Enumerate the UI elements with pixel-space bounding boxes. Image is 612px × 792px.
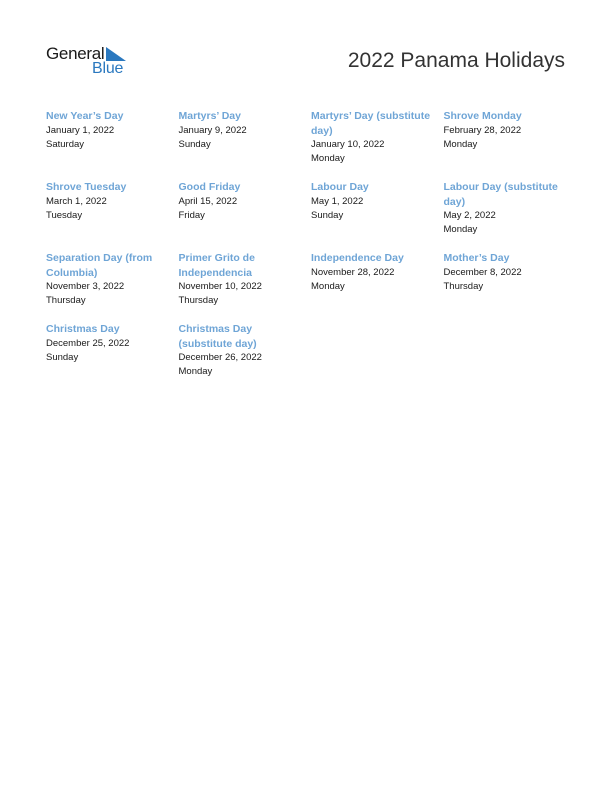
holiday-date: January 10, 2022 <box>311 139 385 150</box>
holiday-item <box>311 180 444 237</box>
holiday-weekday: Saturday <box>46 138 85 150</box>
holiday-date: April 15, 2022 <box>178 195 238 207</box>
holiday-weekday: Monday <box>311 280 345 292</box>
holiday-name: Mother’s Day <box>443 252 510 264</box>
page-title: 2022 Panama Holidays <box>347 49 565 72</box>
holiday-name: Independence Day <box>311 252 404 264</box>
holiday-item <box>444 109 577 166</box>
holiday-item <box>179 180 312 237</box>
holiday-date: November 28, 2022 <box>311 266 395 278</box>
holiday-row <box>46 109 576 166</box>
holiday-item <box>179 322 312 379</box>
holiday-name: New Year’s Day <box>46 110 124 122</box>
brand-logo <box>46 44 136 80</box>
holiday-item <box>311 251 444 308</box>
holiday-weekday: Tuesday <box>46 209 83 221</box>
holiday-item <box>444 180 577 237</box>
holiday-name: Martyrs’ Day <box>178 110 241 122</box>
holiday-item <box>46 322 179 379</box>
brand-line1: General <box>46 44 105 63</box>
holiday-date: May 1, 2022 <box>311 195 364 207</box>
holiday-date: March 1, 2022 <box>46 195 107 207</box>
holiday-name: Martyrs’ Day (substitute day) <box>311 110 431 137</box>
holiday-name: Shrove Monday <box>443 110 522 122</box>
holiday-row <box>46 180 576 237</box>
holiday-weekday: Monday <box>178 366 213 377</box>
holiday-item <box>179 251 312 308</box>
holiday-row <box>46 251 576 308</box>
logo-triangle-icon <box>106 47 126 61</box>
holiday-date: December 25, 2022 <box>46 337 130 349</box>
holiday-date: February 28, 2022 <box>443 124 522 136</box>
holiday-date: December 26, 2022 <box>178 352 262 363</box>
holiday-name: Good Friday <box>178 181 241 193</box>
holiday-name: Christmas Day (substitute day) <box>178 323 257 350</box>
holiday-row <box>46 322 576 379</box>
holiday-weekday: Friday <box>178 209 205 221</box>
holiday-date: May 2, 2022 <box>443 210 496 221</box>
brand-line2: Blue <box>92 60 124 77</box>
holiday-weekday: Monday <box>443 138 478 150</box>
holiday-item <box>46 180 179 237</box>
holiday-weekday: Thursday <box>178 295 219 306</box>
holiday-name: Shrove Tuesday <box>46 181 127 193</box>
holiday-date: November 3, 2022 <box>46 281 125 292</box>
holiday-name: Christmas Day <box>46 323 120 335</box>
holiday-item <box>46 251 179 308</box>
holiday-item <box>179 109 312 166</box>
holiday-weekday: Sunday <box>46 351 79 363</box>
holiday-grid <box>46 109 576 393</box>
holiday-item <box>311 109 444 166</box>
holiday-date: November 10, 2022 <box>178 281 262 292</box>
holiday-weekday: Monday <box>311 153 345 164</box>
holiday-weekday: Sunday <box>178 138 211 150</box>
holiday-item <box>46 109 179 166</box>
holiday-item <box>444 251 577 308</box>
holiday-date: January 1, 2022 <box>46 124 115 136</box>
holiday-name: Labour Day <box>311 181 369 193</box>
holiday-date: December 8, 2022 <box>443 266 522 278</box>
holiday-weekday: Thursday <box>443 280 484 292</box>
holiday-weekday: Monday <box>443 224 478 235</box>
holiday-name: Labour Day (substitute day) <box>443 181 558 208</box>
holiday-weekday: Sunday <box>311 209 344 221</box>
holiday-name: Primer Grito de Independencia <box>178 252 255 279</box>
holiday-weekday: Thursday <box>46 295 86 306</box>
holiday-date: January 9, 2022 <box>178 124 247 136</box>
holiday-name: Separation Day (from Columbia) <box>46 252 153 279</box>
